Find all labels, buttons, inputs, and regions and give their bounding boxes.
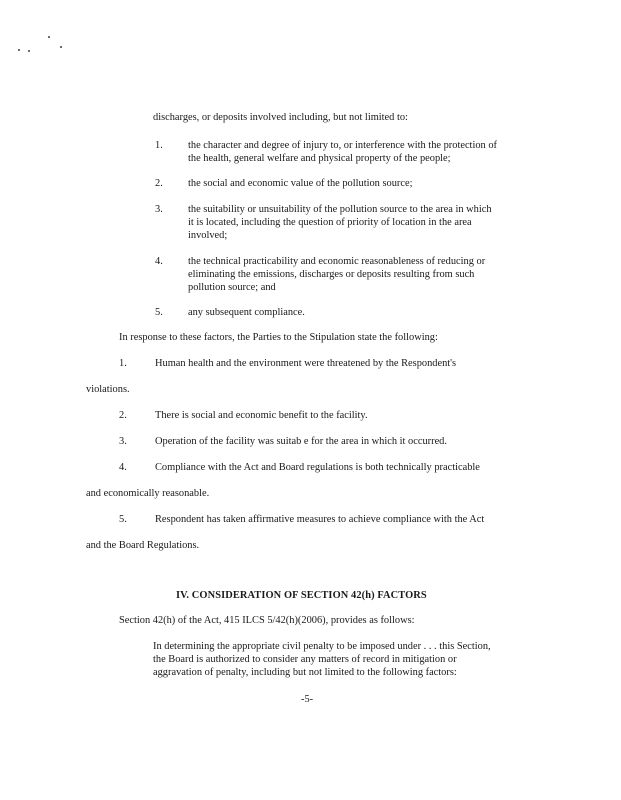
statement-continuation: violations. (86, 384, 130, 395)
statement-continuation: and economically reasonable. (86, 488, 210, 499)
factor-text-line: eliminating the emissions, discharges or deposits resulting from such (188, 269, 475, 280)
scan-speck (28, 50, 30, 52)
statement-number: 5. (119, 514, 127, 525)
statement-number: 1. (119, 358, 127, 369)
factor-number: 5. (155, 307, 163, 318)
quote-line: the Board is authorized to consider any matters of record in mitigation or (153, 654, 457, 665)
response-intro: In response to these factors, the Parties to the Stipulation state the following: (119, 332, 438, 343)
statement-text: Human health and the environment were threatened by the Respondent's (155, 358, 457, 369)
statement-text: Operation of the facility was suitab e for the area in which it occurred. (155, 436, 447, 447)
statement-continuation: and the Board Regulations. (86, 540, 200, 551)
quote-line: In determining the appropriate civil penalty to be imposed under . . . this Section, (153, 641, 491, 652)
factor-text-line: it is located, including the question of priority of location in the area (188, 217, 472, 228)
factor-text-line: the technical practicability and economic reasonableness of reducing or (188, 256, 486, 267)
intro-line: discharges, or deposits involved including, but not limited to: (153, 112, 408, 123)
factor-text-line: the suitability or unsuitability of the pollution source to the area in which (188, 204, 492, 215)
statement-text: There is social and economic benefit to the facility. (155, 410, 368, 421)
statement-text: Respondent has taken affirmative measures to achieve compliance with the Act (155, 514, 485, 525)
scan-speck (18, 49, 20, 51)
factor-number: 2. (155, 178, 163, 189)
factor-text-line: the health, general welfare and physical property of the people; (188, 153, 451, 164)
factor-number: 1. (155, 140, 163, 151)
statement-text: Compliance with the Act and Board regulations is both technically practicable (155, 462, 480, 473)
statement-number: 4. (119, 462, 127, 473)
factor-text-line: the character and degree of injury to, or interference with the protection of (188, 140, 497, 151)
factor-text-line: the social and economic value of the pollution source; (188, 178, 413, 189)
factor-number: 3. (155, 204, 163, 215)
factor-text-line: involved; (188, 230, 228, 241)
quote-line: aggravation of penalty, including but not limited to the following factors: (153, 667, 457, 678)
page-number: -5- (301, 694, 314, 705)
scan-speck (48, 36, 50, 38)
section-heading: IV. CONSIDERATION OF SECTION 42(h) FACTORS (176, 590, 427, 601)
factor-number: 4. (155, 256, 163, 267)
section-intro: Section 42(h) of the Act, 415 ILCS 5/42(h)(2006), provides as follows: (119, 615, 415, 626)
scan-speck (60, 46, 62, 48)
factor-text-line: pollution source; and (188, 282, 276, 293)
statement-number: 2. (119, 410, 127, 421)
factor-text-line: any subsequent compliance. (188, 307, 305, 318)
statement-number: 3. (119, 436, 127, 447)
